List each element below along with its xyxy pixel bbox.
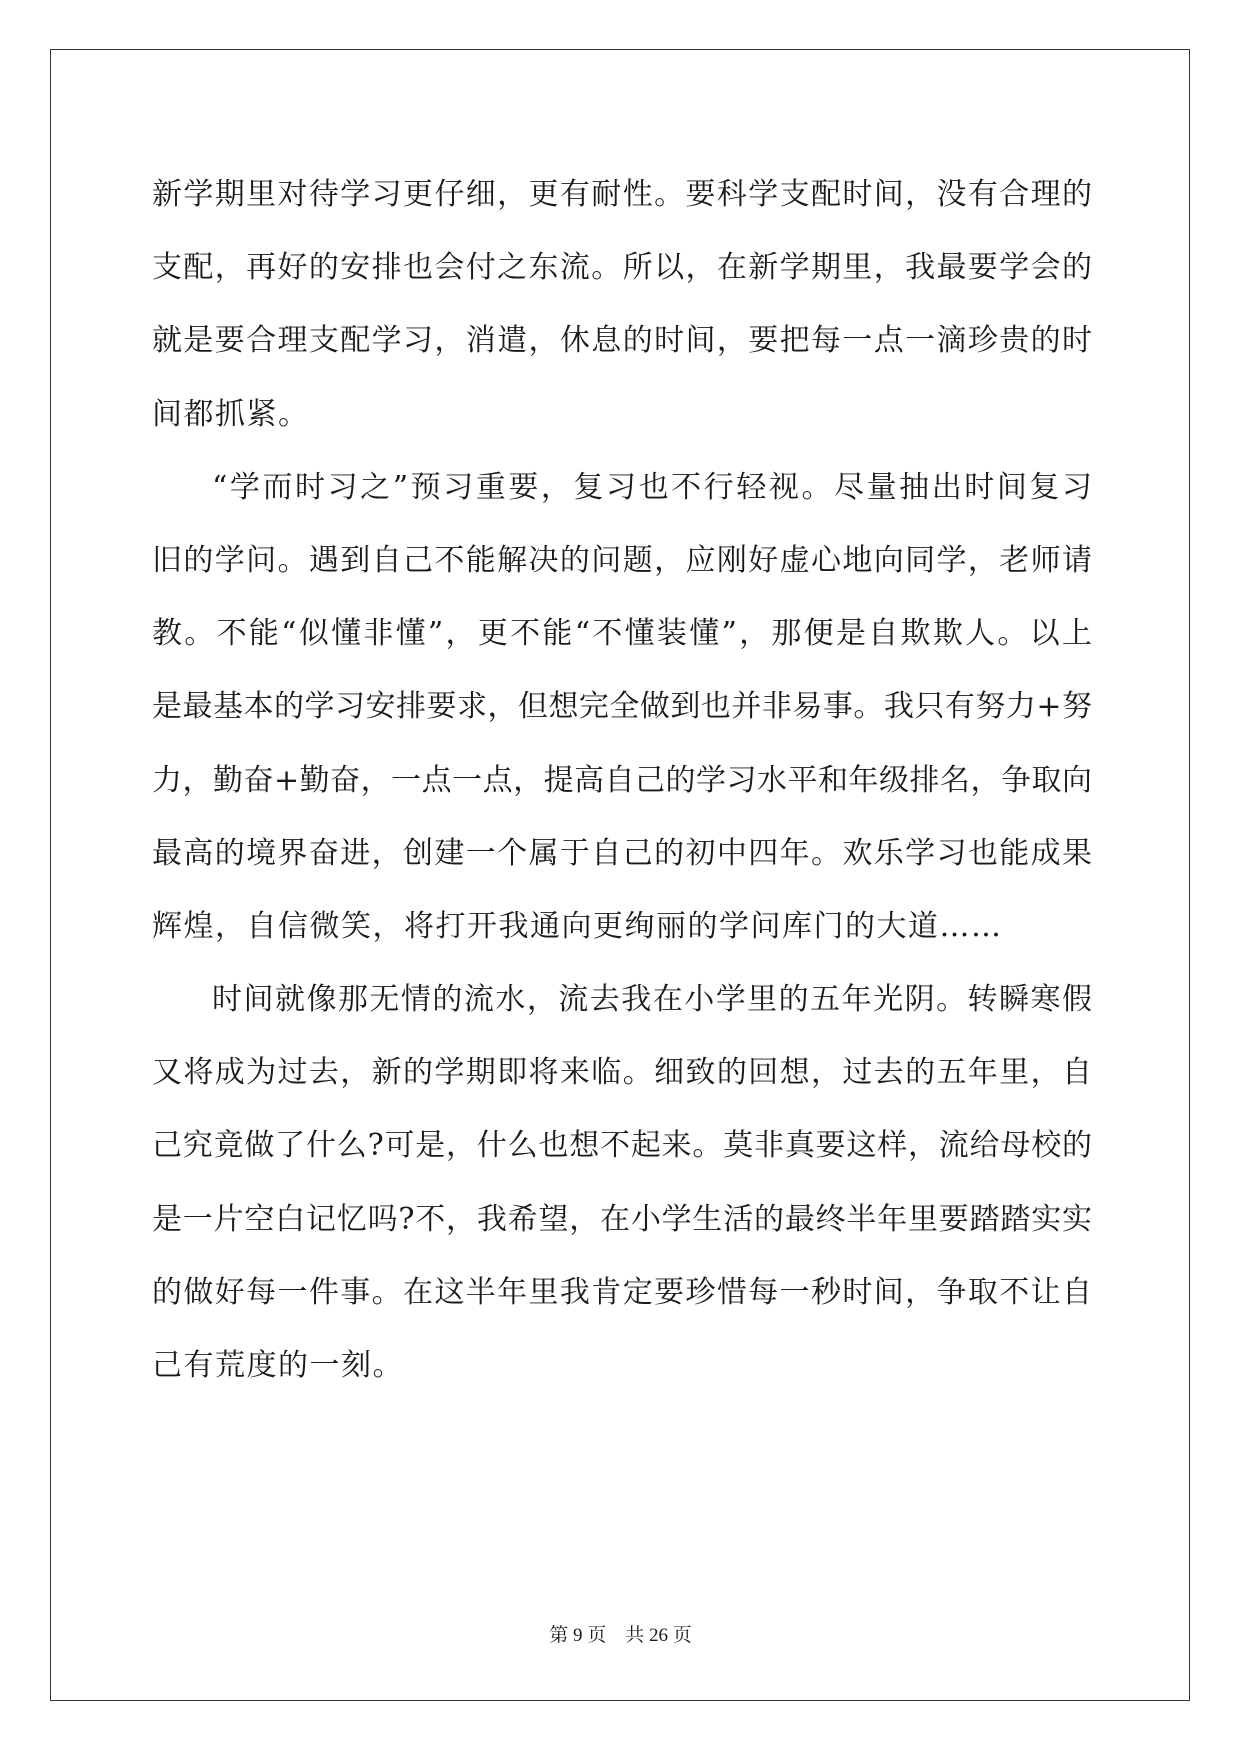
text-line: 是一片空白记忆吗?不，我希望，在小学生活的最终半年里要踏踏实实 xyxy=(152,1201,1092,1237)
text-line: 旧的学问。遇到自己不能解决的问题，应刚好虚心地向同学，老师请 xyxy=(152,542,1092,578)
text-line: 教。不能“似懂非懂”，更不能“不懂装懂”，那便是自欺欺人。以上 xyxy=(152,616,1092,652)
text-line: 就是要合理支配学习，消遣，休息的时间，要把每一点一滴珍贵的时 xyxy=(152,323,1092,359)
page-number: 第 9 页 xyxy=(549,1625,607,1646)
text-line: 己究竟做了什么?可是，什么也想不起来。莫非真要这样，流给母校的 xyxy=(152,1128,1092,1164)
text-line: 又将成为过去，新的学期即将来临。细致的回想，过去的五年里，自 xyxy=(152,1055,1092,1091)
text-line: 力，勤奋+勤奋，一点一点，提高自己的学习水平和年级排名，争取向 xyxy=(152,762,1092,798)
page-total: 共 26 页 xyxy=(625,1625,692,1646)
text-line: 辉煌，自信微笑，将打开我通向更绚丽的学问库门的大道…… xyxy=(152,908,1003,944)
text-line: 的做好每一件事。在这半年里我肯定要珍惜每一秒时间，争取不让自 xyxy=(152,1274,1092,1310)
text-line: 最高的境界奋进，创建一个属于自己的初中四年。欢乐学习也能成果 xyxy=(152,835,1092,871)
text-line: 己有荒度的一刻。 xyxy=(152,1348,404,1383)
paragraph-first-line: “学而时习之”预习重要，复习也不行轻视。尽量抽出时间复习 xyxy=(212,469,1092,505)
document-body xyxy=(152,158,1092,1402)
text-line: 是最基本的学习安排要求，但想完全做到也并非易事。我只有努力+努 xyxy=(152,689,1092,725)
paragraph-first-line: 时间就像那无情的流水，流去我在小学里的五年光阴。转瞬寒假 xyxy=(212,982,1092,1018)
text-line: 支配，再好的安排也会付之东流。所以，在新学期里，我最要学会的 xyxy=(152,250,1092,286)
text-line: 间都抓紧。 xyxy=(152,396,310,432)
page-footer xyxy=(0,1620,1241,1647)
text-line: 新学期里对待学习更仔细，更有耐性。要科学支配时间，没有合理的 xyxy=(152,177,1092,212)
